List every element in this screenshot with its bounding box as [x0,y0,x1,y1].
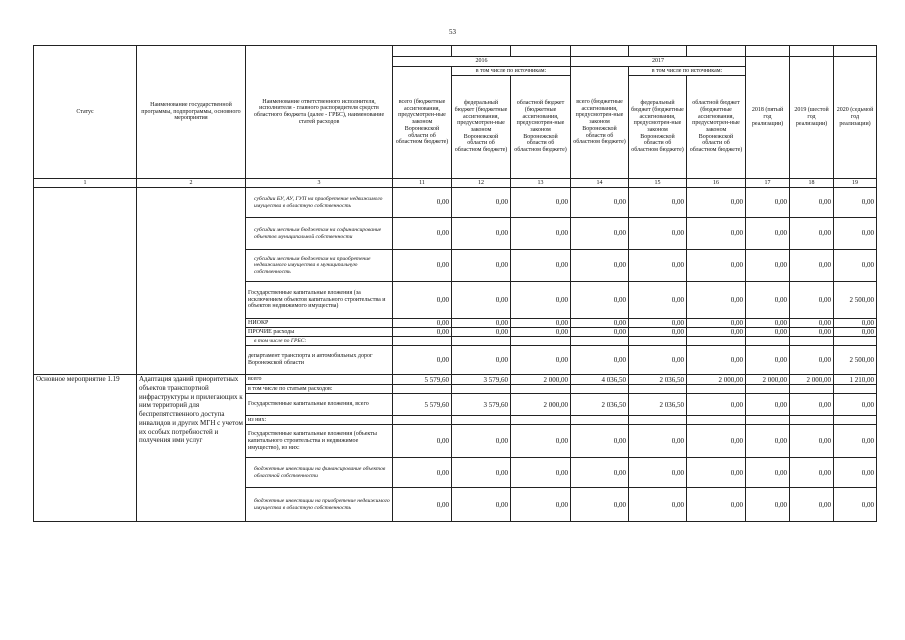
value-cell: 0,00 [790,282,834,319]
value-cell: 0,00 [687,346,746,375]
value-cell: 0,00 [687,218,746,250]
empty-cell [452,416,511,425]
column-number: 17 [746,179,790,188]
page-number: 53 [449,28,456,36]
table-row [34,188,877,218]
value-cell: 5 579,60 [393,375,452,385]
value-cell: 0,00 [571,425,629,458]
row-label: в том числе по статьям расходов: [246,385,393,394]
value-cell: 3 579,60 [452,394,511,416]
row-label: департамент транспорта и автомобильных дорог Воронежской области [246,346,393,375]
empty-cell [790,385,834,394]
row-label: из них: [246,416,393,425]
empty-cell [511,337,571,346]
value-cell: 0,00 [511,488,571,522]
header-status: Статус [34,46,137,179]
header-year-2017: 2017 [571,57,746,67]
value-cell: 0,00 [452,328,511,337]
empty-cell [452,385,511,394]
empty-cell [687,416,746,425]
value-cell: 2 500,00 [834,346,877,375]
value-cell: 2 036,50 [571,394,629,416]
value-cell: 0,00 [834,458,877,488]
value-cell: 0,00 [511,346,571,375]
column-number: 13 [511,179,571,188]
value-cell: 0,00 [687,458,746,488]
value-cell: 2 000,00 [511,394,571,416]
row-label: НИОКР [246,319,393,328]
column-number: 3 [246,179,393,188]
value-cell: 0,00 [571,319,629,328]
measure-name: Адаптация зданий приоритетных объектов транспортной инфраструктуры и прилегающих к ним территорий для беспрепятственного доступа инвалидов и других МГН с учетом их особых потребностей и получения ими услуг [137,375,246,522]
value-cell: 0,00 [629,319,687,328]
empty-cell [834,337,877,346]
value-cell: 0,00 [571,346,629,375]
value-cell: 2 036,50 [629,375,687,385]
value-cell: 0,00 [746,346,790,375]
empty-cell [687,337,746,346]
value-cell: 4 036,50 [571,375,629,385]
value-cell: 2 000,00 [790,375,834,385]
value-cell: 0,00 [629,328,687,337]
value-cell: 0,00 [834,188,877,218]
value-cell: 0,00 [790,218,834,250]
value-cell: 2 000,00 [746,375,790,385]
value-cell: 3 579,60 [452,375,511,385]
header-program: Наименование государственной программы, подпрограммы, основного мероприятия [137,46,246,179]
empty-cell [746,416,790,425]
value-cell: 0,00 [629,346,687,375]
value-cell: 0,00 [511,282,571,319]
value-cell: 0,00 [629,282,687,319]
empty-cell [746,337,790,346]
value-cell: 0,00 [687,319,746,328]
value-cell: 0,00 [452,282,511,319]
header-total-2016: всего (бюджетные ассигнования, предусмотрен-ные законом Воронежской области об областном бюджете) [393,67,452,179]
row-label: ПРОЧИЕ расходы [246,328,393,337]
value-cell: 0,00 [511,188,571,218]
column-number-row [34,179,877,188]
value-cell: 0,00 [393,346,452,375]
header-executor: Наименование ответственного исполнителя, исполнителя - главного распорядителя средств областного бюджета (далее - ГРБС), наименование статей расходов [246,46,393,179]
value-cell: 0,00 [687,282,746,319]
value-cell: 0,00 [571,328,629,337]
value-cell: 0,00 [393,319,452,328]
value-cell: 0,00 [629,218,687,250]
value-cell: 0,00 [746,319,790,328]
value-cell: 0,00 [790,425,834,458]
value-cell: 0,00 [834,425,877,458]
column-number: 16 [687,179,746,188]
value-cell: 0,00 [511,328,571,337]
value-cell: 0,00 [571,458,629,488]
status-empty [34,188,137,375]
value-cell: 0,00 [746,250,790,282]
value-cell: 0,00 [452,319,511,328]
header-2019: 2019 (шестой год реализации) [790,57,834,179]
empty-cell [629,385,687,394]
value-cell: 0,00 [687,188,746,218]
header-year-2016: 2016 [393,57,571,67]
empty-cell [393,337,452,346]
value-cell: 0,00 [393,458,452,488]
value-cell: 0,00 [687,488,746,522]
row-label: Государственные капитальные вложения (объекты капитального строительства и недвижимое имущество), из них: [246,425,393,458]
table-row [34,375,877,385]
column-number: 12 [452,179,511,188]
column-number: 15 [629,179,687,188]
value-cell: 0,00 [629,250,687,282]
empty-cell [629,337,687,346]
header-2018: 2018 (пятый год реализации) [746,57,790,179]
measure-status: Основное мероприятие 1.19 [34,375,137,522]
value-cell: 0,00 [746,282,790,319]
row-label: всего [246,375,393,385]
value-cell: 0,00 [452,346,511,375]
column-number: 14 [571,179,629,188]
empty-cell [687,385,746,394]
header-federal-2016: федеральный бюджет (бюджетные ассигнования, предусмотрен-ные законом Воронежской области об областном бюджете) [452,76,511,179]
empty-cell [790,337,834,346]
value-cell: 0,00 [746,458,790,488]
column-number: 2 [137,179,246,188]
value-cell: 0,00 [452,425,511,458]
value-cell: 0,00 [511,458,571,488]
empty-cell [393,416,452,425]
value-cell: 2 036,50 [629,394,687,416]
value-cell: 0,00 [452,250,511,282]
value-cell: 0,00 [393,425,452,458]
budget-table [33,45,877,522]
value-cell: 0,00 [393,218,452,250]
row-label: бюджетные инвестиции на приобретение недвижимого имущества в областную собственность [246,488,393,522]
value-cell: 2 000,00 [687,375,746,385]
column-number: 19 [834,179,877,188]
row-label: субсидии БУ, АУ, ГУП на приобретение недвижимого имущества в областную собственность [246,188,393,218]
value-cell: 0,00 [834,488,877,522]
row-label: Государственные капитальные вложения, всего [246,394,393,416]
empty-cell [393,385,452,394]
value-cell: 0,00 [746,425,790,458]
value-cell: 0,00 [687,425,746,458]
value-cell: 0,00 [393,488,452,522]
value-cell: 0,00 [790,250,834,282]
value-cell: 0,00 [511,425,571,458]
value-cell: 0,00 [452,488,511,522]
value-cell: 5 579,60 [393,394,452,416]
value-cell: 1 210,00 [834,375,877,385]
value-cell: 0,00 [834,328,877,337]
value-cell: 0,00 [452,458,511,488]
empty-cell [511,416,571,425]
value-cell: 0,00 [571,188,629,218]
value-cell: 0,00 [393,250,452,282]
value-cell: 0,00 [571,488,629,522]
value-cell: 0,00 [746,488,790,522]
empty-cell [629,416,687,425]
header-incl-2017: в том числе по источникам: [629,67,746,76]
row-label: субсидии местным бюджетам на приобретение недвижимого имущества в муниципальную собственность [246,250,393,282]
value-cell: 0,00 [834,394,877,416]
value-cell: 0,00 [746,188,790,218]
row-label: бюджетные инвестиции на финансирование объектов областной собственности [246,458,393,488]
value-cell: 0,00 [571,282,629,319]
empty-cell [790,416,834,425]
value-cell: 0,00 [790,458,834,488]
row-label: Государственные капитальные вложения (за исключением объектов капитального строительства и объектов недвижимого имущества) [246,282,393,319]
value-cell: 0,00 [834,250,877,282]
value-cell: 0,00 [571,250,629,282]
header-blank-row [34,46,877,57]
value-cell: 2 500,00 [834,282,877,319]
value-cell: 0,00 [452,188,511,218]
value-cell: 0,00 [571,218,629,250]
program-empty [137,188,246,375]
column-number: 11 [393,179,452,188]
value-cell: 0,00 [790,328,834,337]
row-label: в том числе по ГРБС: [246,337,393,346]
value-cell: 0,00 [790,188,834,218]
value-cell: 0,00 [629,488,687,522]
value-cell: 0,00 [746,394,790,416]
value-cell: 0,00 [393,188,452,218]
column-number: 18 [790,179,834,188]
header-regional-2017: областной бюджет (бюджетные ассигнования, предусмотрен-ные законом Воронежской области об областном бюджете) [687,76,746,179]
header-regional-2016: областной бюджет (бюджетные ассигнования, предусмотрен-ные законом Воронежской области об областном бюджете) [511,76,571,179]
value-cell: 0,00 [629,425,687,458]
empty-cell [571,416,629,425]
value-cell: 0,00 [629,188,687,218]
value-cell: 0,00 [687,394,746,416]
header-federal-2017: федеральный бюджет (бюджетные ассигнования, предусмотрен-ные законом Воронежской области об областном бюджете) [629,76,687,179]
row-label: субсидии местным бюджетам на софинансирование объектов муниципальной собственности [246,218,393,250]
value-cell: 0,00 [790,319,834,328]
header-2020: 2020 (седьмой год реализации) [834,57,877,179]
value-cell: 0,00 [452,218,511,250]
value-cell: 0,00 [790,394,834,416]
value-cell: 0,00 [393,328,452,337]
value-cell: 0,00 [834,319,877,328]
value-cell: 0,00 [790,488,834,522]
empty-cell [834,385,877,394]
empty-cell [834,416,877,425]
empty-cell [746,385,790,394]
value-cell: 0,00 [790,346,834,375]
value-cell: 0,00 [834,218,877,250]
empty-cell [571,337,629,346]
value-cell: 2 000,00 [511,375,571,385]
empty-cell [571,385,629,394]
empty-cell [452,337,511,346]
value-cell: 0,00 [511,319,571,328]
empty-cell [511,385,571,394]
value-cell: 0,00 [746,218,790,250]
header-incl-2016: в том числе по источникам: [452,67,571,76]
value-cell: 0,00 [687,328,746,337]
value-cell: 0,00 [687,250,746,282]
value-cell: 0,00 [511,218,571,250]
value-cell: 0,00 [511,250,571,282]
value-cell: 0,00 [393,282,452,319]
value-cell: 0,00 [629,458,687,488]
header-total-2017: всего (бюджетные ассигнования, предусмотрен-ные законом Воронежской области об областном бюджете) [571,67,629,179]
value-cell: 0,00 [746,328,790,337]
column-number: 1 [34,179,137,188]
